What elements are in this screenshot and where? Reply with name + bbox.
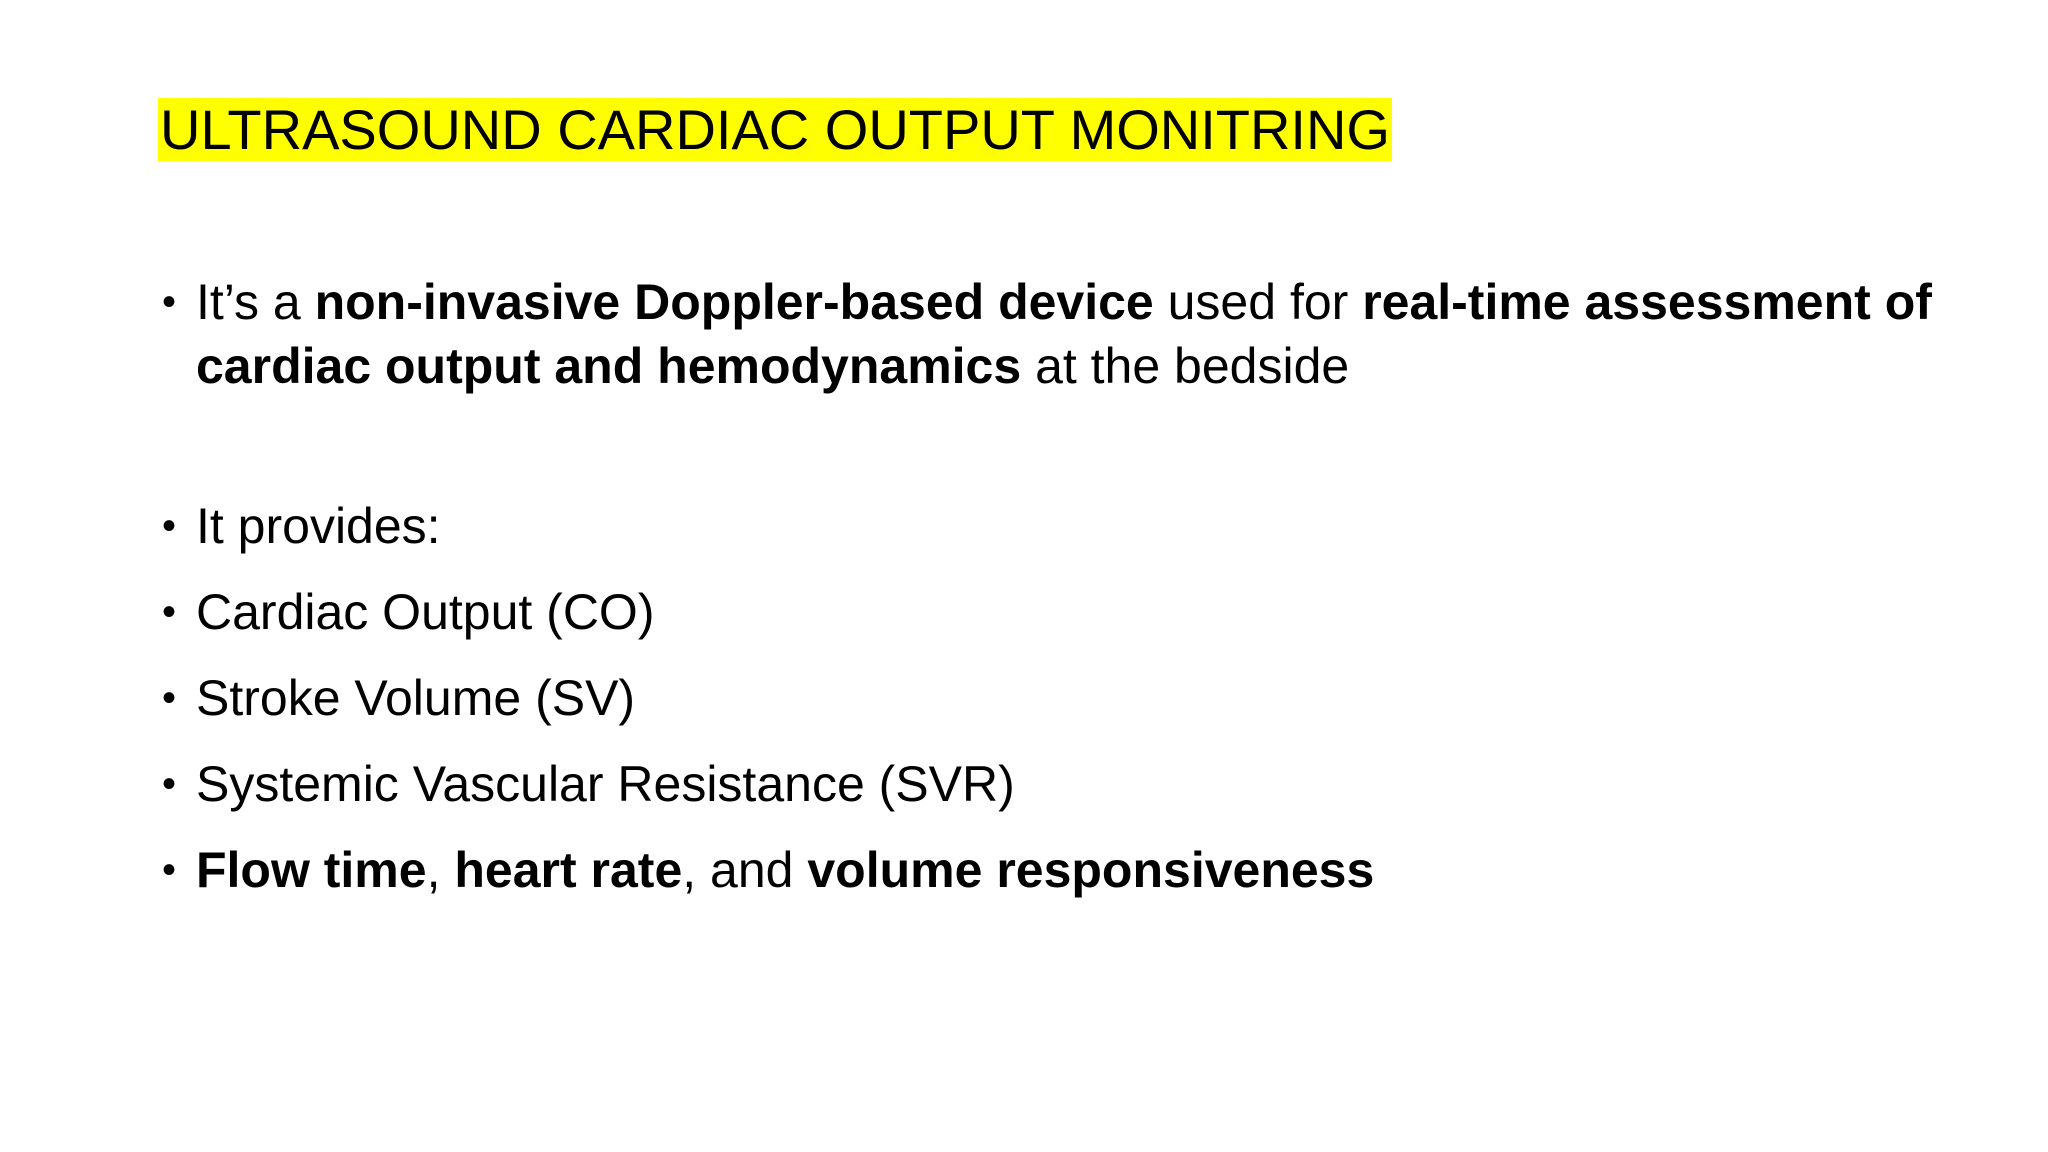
slide-title: [158, 92, 1392, 168]
bullet-text-bold: non-invasive Doppler-based device: [314, 274, 1154, 330]
bullet-glyph: •: [162, 676, 177, 720]
bullet-item: [158, 666, 1988, 730]
bullet-text-bold: heart rate: [454, 842, 683, 898]
bullet-glyph: •: [162, 280, 177, 324]
bullet-text-plain: It’s a: [196, 274, 315, 330]
bullet-text-plain: used for: [1153, 274, 1363, 330]
bullet-text: It provides:: [196, 498, 441, 554]
bullet-list: [158, 270, 1988, 902]
bullet-glyph: •: [162, 590, 177, 634]
bullet-glyph: •: [162, 762, 177, 806]
bullet-item: [158, 580, 1988, 644]
bullet-item: [158, 270, 1988, 398]
bullet-text-plain: at the bedside: [1021, 338, 1350, 394]
bullet-text-bold: Flow time: [196, 842, 427, 898]
title-highlight: ULTRASOUND CARDIAC OUTPUT MONITRING: [160, 98, 1390, 161]
bullet-text: Cardiac Output (CO): [196, 584, 655, 640]
bullet-text-bold: volume responsiveness: [807, 842, 1375, 898]
bullet-item: [158, 752, 1988, 816]
bullet-glyph: •: [162, 848, 177, 892]
bullet-text-plain: , and: [682, 842, 808, 898]
bullet-text-bold: real-time assessment of cardiac output and hemodynamics: [196, 274, 1932, 394]
bullet-text: Stroke Volume (SV): [196, 670, 636, 726]
bullet-glyph: •: [162, 504, 177, 548]
bullet-item: [158, 838, 1988, 902]
bullet-text: Systemic Vascular Resistance (SVR): [196, 756, 1015, 812]
bullet-item: [158, 494, 1988, 558]
bullet-text-plain: ,: [426, 842, 455, 898]
